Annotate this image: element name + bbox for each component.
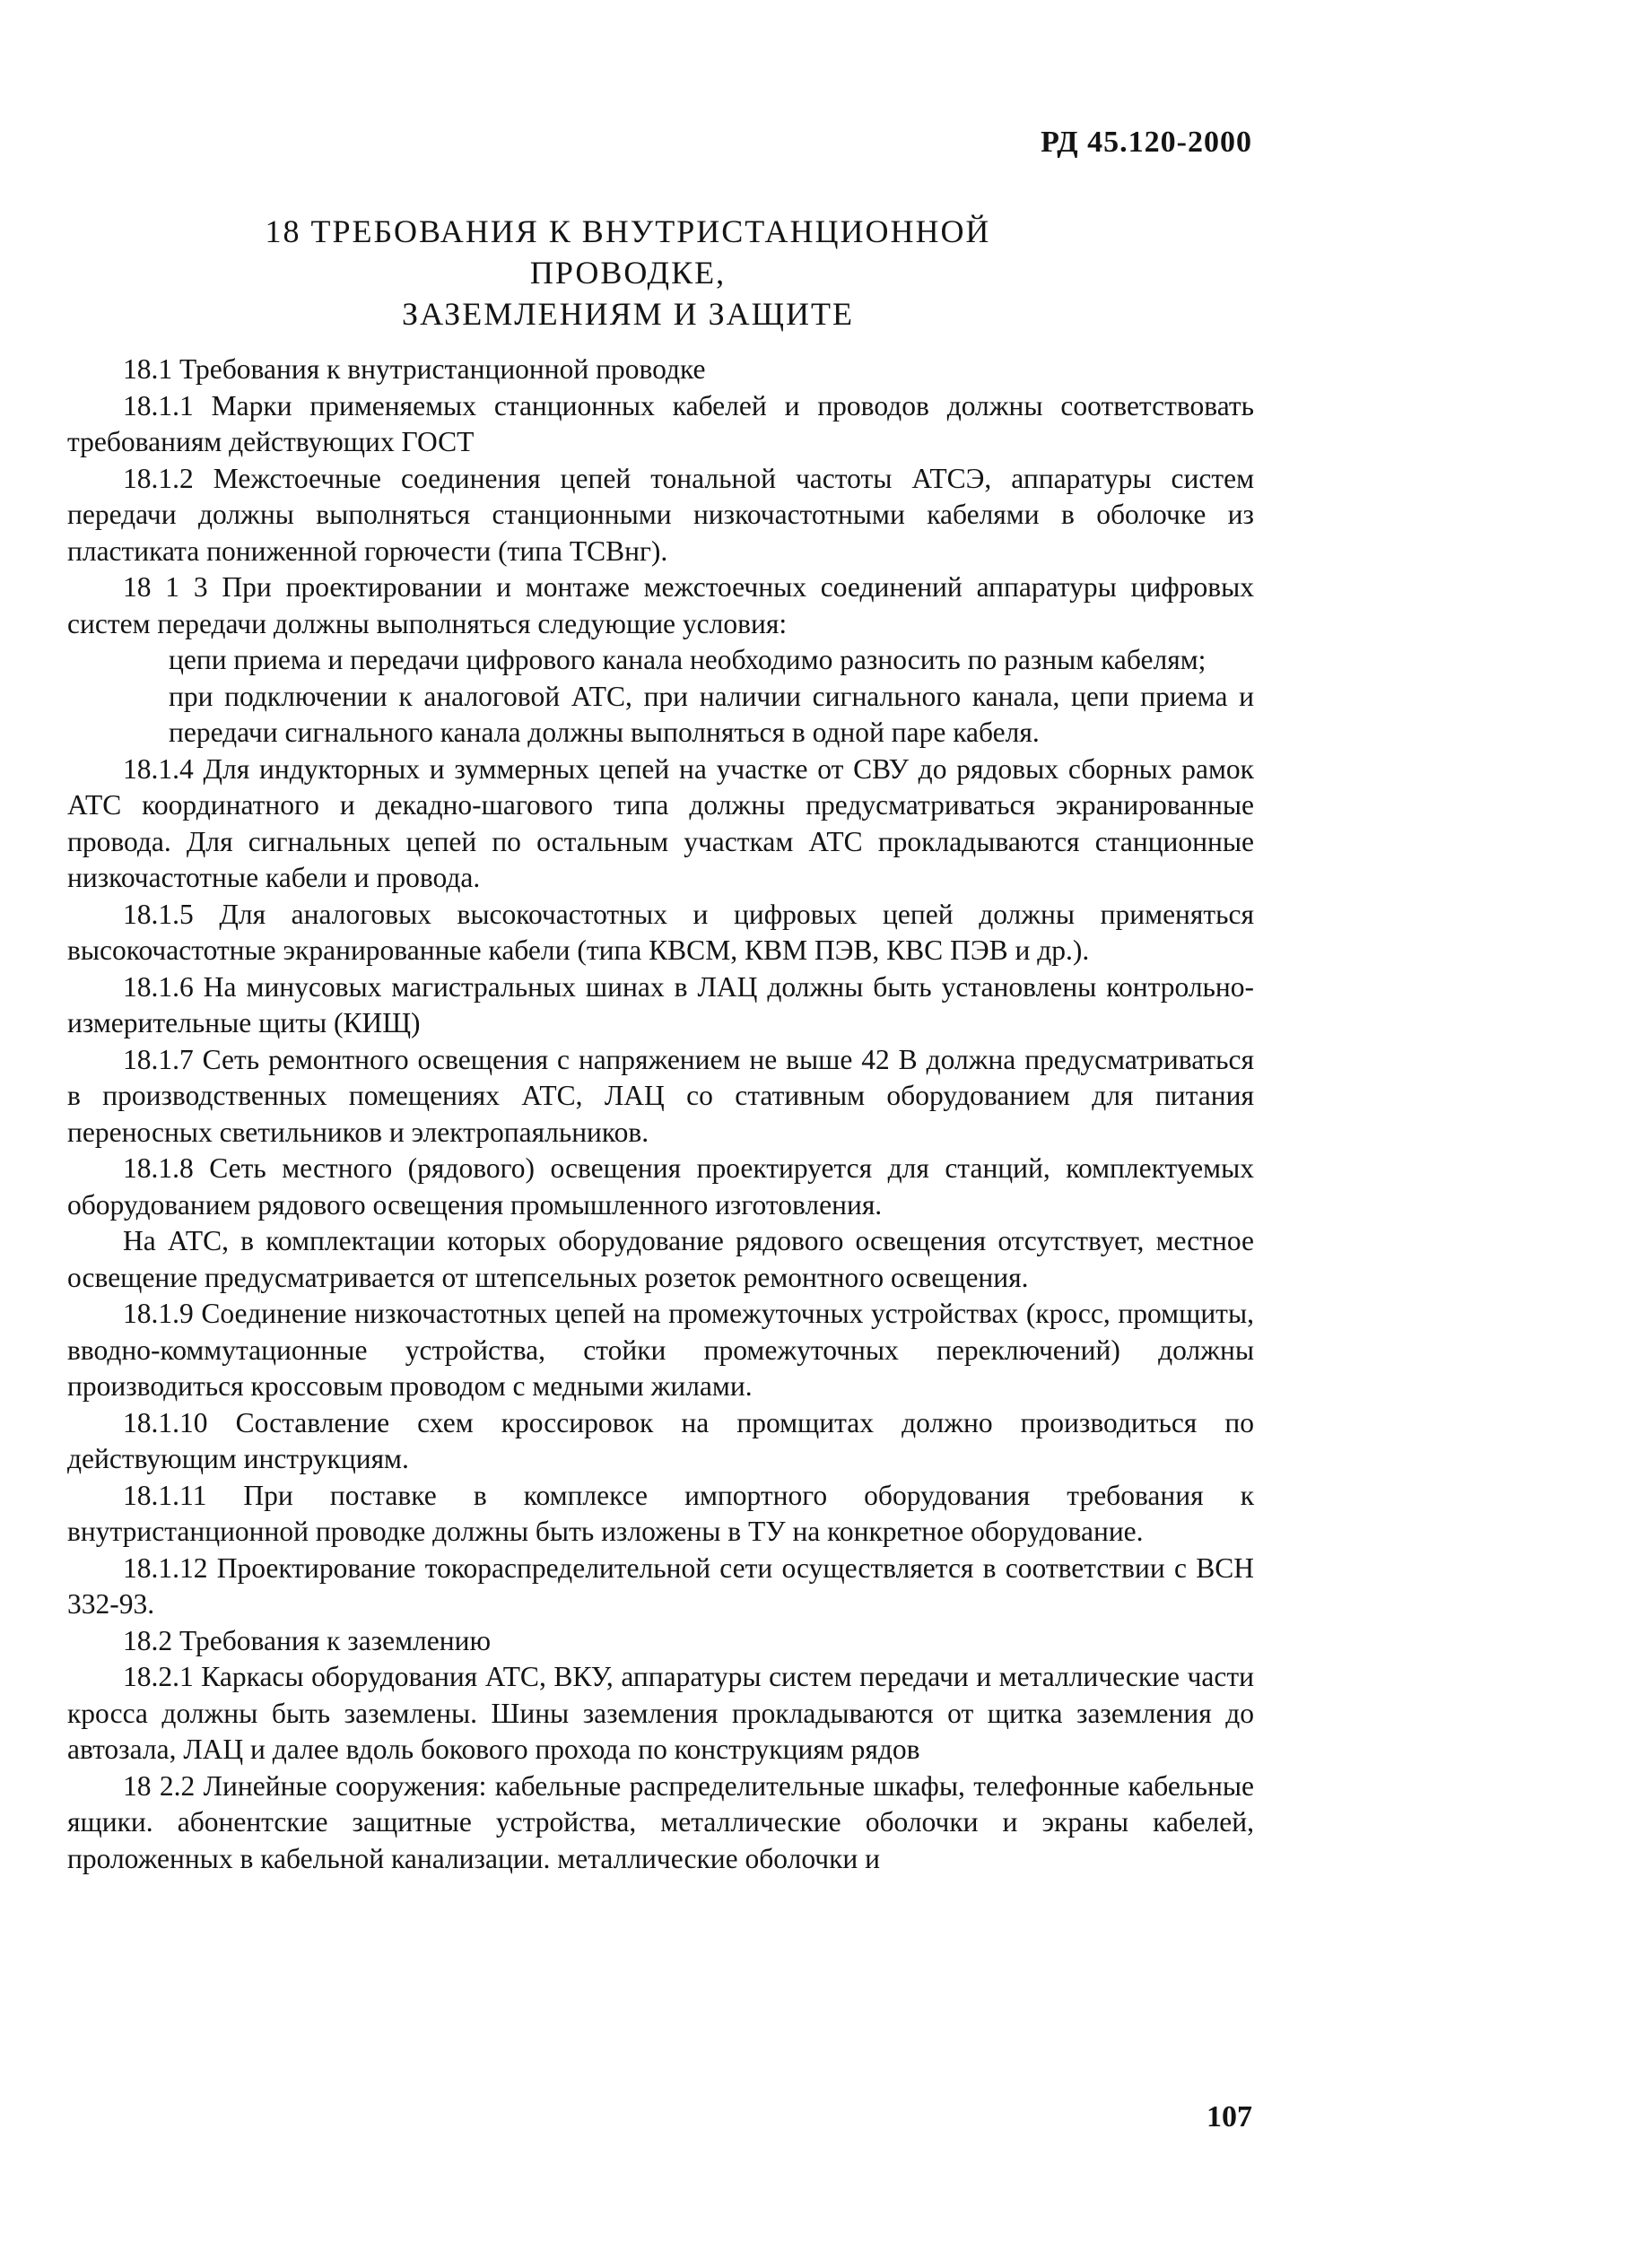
section-title <box>179 211 1076 335</box>
paragraph-18-2-2: 18 2.2 Линейные сооружения: кабельные распределительные шкафы, телефонные кабельные ящики. абонентские защитные устройства, металлические оболочки и экраны кабелей, проложенных в кабельной канализации. металлические оболочки и <box>67 1769 1254 1874</box>
paragraph-18-2: 18.2 Требования к заземлению <box>123 1624 491 1656</box>
document-code: РД 45.120-2000 <box>1041 126 1252 159</box>
paragraph-18-1: 18.1 Требования к внутристанционной проводке <box>123 353 706 385</box>
paragraph-18-1-8-note: На АТС, в комплектации которых оборудование рядового освещения отсутствует, местное освещение предусматривается от штепсельных розеток ремонтного освещения. <box>67 1225 1254 1293</box>
paragraph-18-1-3: 18 1 3 При проектировании и монтаже межстоечных соединений аппаратуры цифровых систем передачи должны выполняться следующие условия: <box>67 571 1254 639</box>
paragraph-18-1-8: 18.1.8 Сеть местного (рядового) освещения проектируется для станций, комплектуемых оборудованием рядового освещения промышленного изготовления. <box>67 1152 1254 1221</box>
section-title-line-1: 18 ТРЕБОВАНИЯ К ВНУТРИСТАНЦИОННОЙ ПРОВОДКЕ, <box>265 213 991 291</box>
document-body <box>67 352 1254 1877</box>
paragraph-18-1-6: 18.1.6 На минусовых магистральных шинах в ЛАЦ должны быть установлены контрольно-измерительные щиты (КИЩ) <box>67 970 1254 1038</box>
paragraph-18-1-11: 18.1.11 При поставке в комплексе импортного оборудования требования к внутристанционной проводке должны быть изложены в ТУ на конкретное оборудование. <box>67 1479 1254 1547</box>
conditions-list <box>67 642 1254 752</box>
paragraph-18-2-1: 18.2.1 Каркасы оборудования АТС, ВКУ, аппаратуры систем передачи и металлические части кросса должны быть заземлены. Шины заземления прокладываются от щитка заземления до автозала, ЛАЦ и далее вдоль бокового прохода по конструкциям рядов <box>67 1661 1254 1765</box>
paragraph-18-1-1: 18.1.1 Марки применяемых станционных кабелей и проводов должны соответствовать требованиям действующих ГОСТ <box>67 389 1254 457</box>
page-number: 107 <box>1207 2100 1252 2133</box>
paragraph-18-1-7: 18.1.7 Сеть ремонтного освещения с напряжением не выше 42 В должна предусматриваться в производственных помещениях АТС, ЛАЦ со стативным оборудованием для питания переносных светильников и электропаяльников. <box>67 1043 1254 1148</box>
paragraph-18-1-9: 18.1.9 Соединение низкочастотных цепей на промежуточных устройствах (кросс, промщиты, вводно-коммутационные устройства, стойки промежуточных переключений) должны производиться кроссовым проводом с медными жилами. <box>67 1298 1254 1402</box>
paragraph-18-1-10: 18.1.10 Составление схем кроссировок на промщитах должно производиться по действующим инструкциям. <box>67 1406 1254 1474</box>
paragraph-18-1-5: 18.1.5 Для аналоговых высокочастотных и цифровых цепей должны применяться высокочастотные экранированные кабели (типа КВСМ, КВМ ПЭВ, КВС ПЭВ и др.). <box>67 898 1254 966</box>
paragraph-18-1-2: 18.1.2 Межстоечные соединения цепей тональной частоты АТСЭ, аппаратуры систем передачи должны выполняться станционными низкочастотными кабелями в оболочке из пластиката пониженной горючести (типа ТСВнг). <box>67 462 1254 567</box>
condition-item-2: при подключении к аналоговой АТС, при наличии сигнального канала, цепи приема и передачи сигнального канала должны выполняться в одной паре кабеля. <box>169 680 1254 748</box>
paragraph-18-1-4: 18.1.4 Для индукторных и зуммерных цепей на участке от СВУ до рядовых сборных рамок АТС координатного и декадно-шагового типа должны предусматриваться экранированные провода. Для сигнальных цепей по остальным участкам АТС прокладываются станционные низкочастотные кабели и провода. <box>67 752 1254 893</box>
paragraph-18-1-12: 18.1.12 Проектирование токораспределительной сети осуществляется в соответствии с ВСН 332-93. <box>67 1551 1254 1620</box>
condition-item-1: цепи приема и передачи цифрового канала необходимо разносить по разным кабелям; <box>169 644 1207 675</box>
section-title-line-2: ЗАЗЕМЛЕНИЯМ И ЗАЩИТЕ <box>402 296 854 332</box>
